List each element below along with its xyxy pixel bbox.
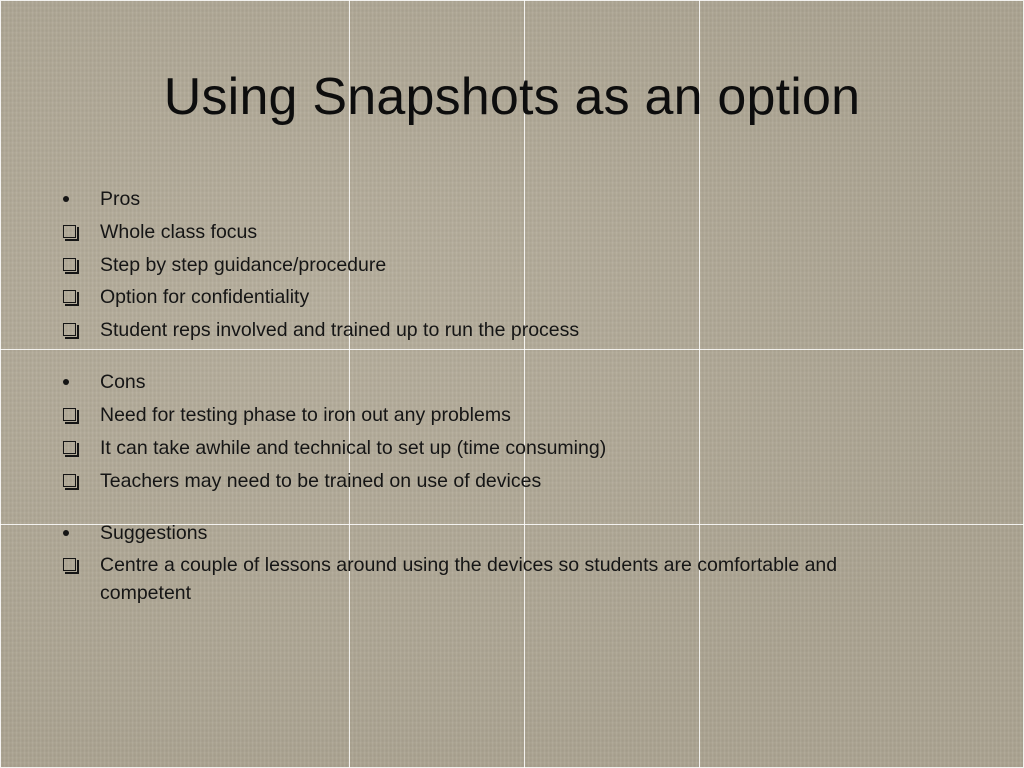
list-item [58, 434, 918, 462]
bullet-dot-icon [60, 519, 80, 547]
list-item-text: Teachers may need to be trained on use of devices [100, 469, 542, 492]
list-item-text: Whole class focus [100, 220, 258, 243]
checkbox-icon [60, 218, 80, 246]
slide-body [58, 185, 918, 631]
section-heading-label: Cons [100, 371, 146, 394]
list-item-text: Student reps involved and trained up to run the process [100, 319, 580, 342]
section-heading-label: Suggestions [100, 521, 208, 544]
checkbox-icon [60, 467, 80, 495]
cons-section [58, 368, 918, 494]
bullet-dot-icon [60, 368, 80, 396]
list-item [58, 551, 918, 607]
checkbox-icon [60, 251, 80, 279]
checkbox-icon [60, 551, 80, 579]
list-item-text: Step by step guidance/procedure [100, 253, 387, 276]
list-item [58, 283, 918, 311]
list-item-text: Need for testing phase to iron out any problems [100, 403, 511, 426]
list-item-text: Option for confidentiality [100, 286, 310, 309]
checkbox-icon [60, 401, 80, 429]
list-item [58, 316, 918, 344]
section-heading-pros [58, 185, 918, 213]
checkbox-icon [60, 316, 80, 344]
list-item [58, 467, 918, 495]
section-heading-cons [58, 368, 918, 396]
section-heading-label: Pros [100, 188, 141, 210]
section-heading-suggestions [58, 519, 918, 547]
list-item [58, 401, 918, 429]
suggestions-section [58, 519, 918, 608]
pros-section [58, 185, 918, 344]
slide-title: Using Snapshots as an option [163, 68, 861, 126]
list-item-text: It can take awhile and technical to set up (time consuming) [100, 436, 607, 459]
list-item [58, 218, 918, 246]
list-item [58, 251, 918, 279]
bullet-dot-icon [60, 185, 80, 213]
list-item-text: Centre a couple of lessons around using the devices so students are comfortable and competent [100, 554, 838, 605]
checkbox-icon [60, 434, 80, 462]
checkbox-icon [60, 283, 80, 311]
